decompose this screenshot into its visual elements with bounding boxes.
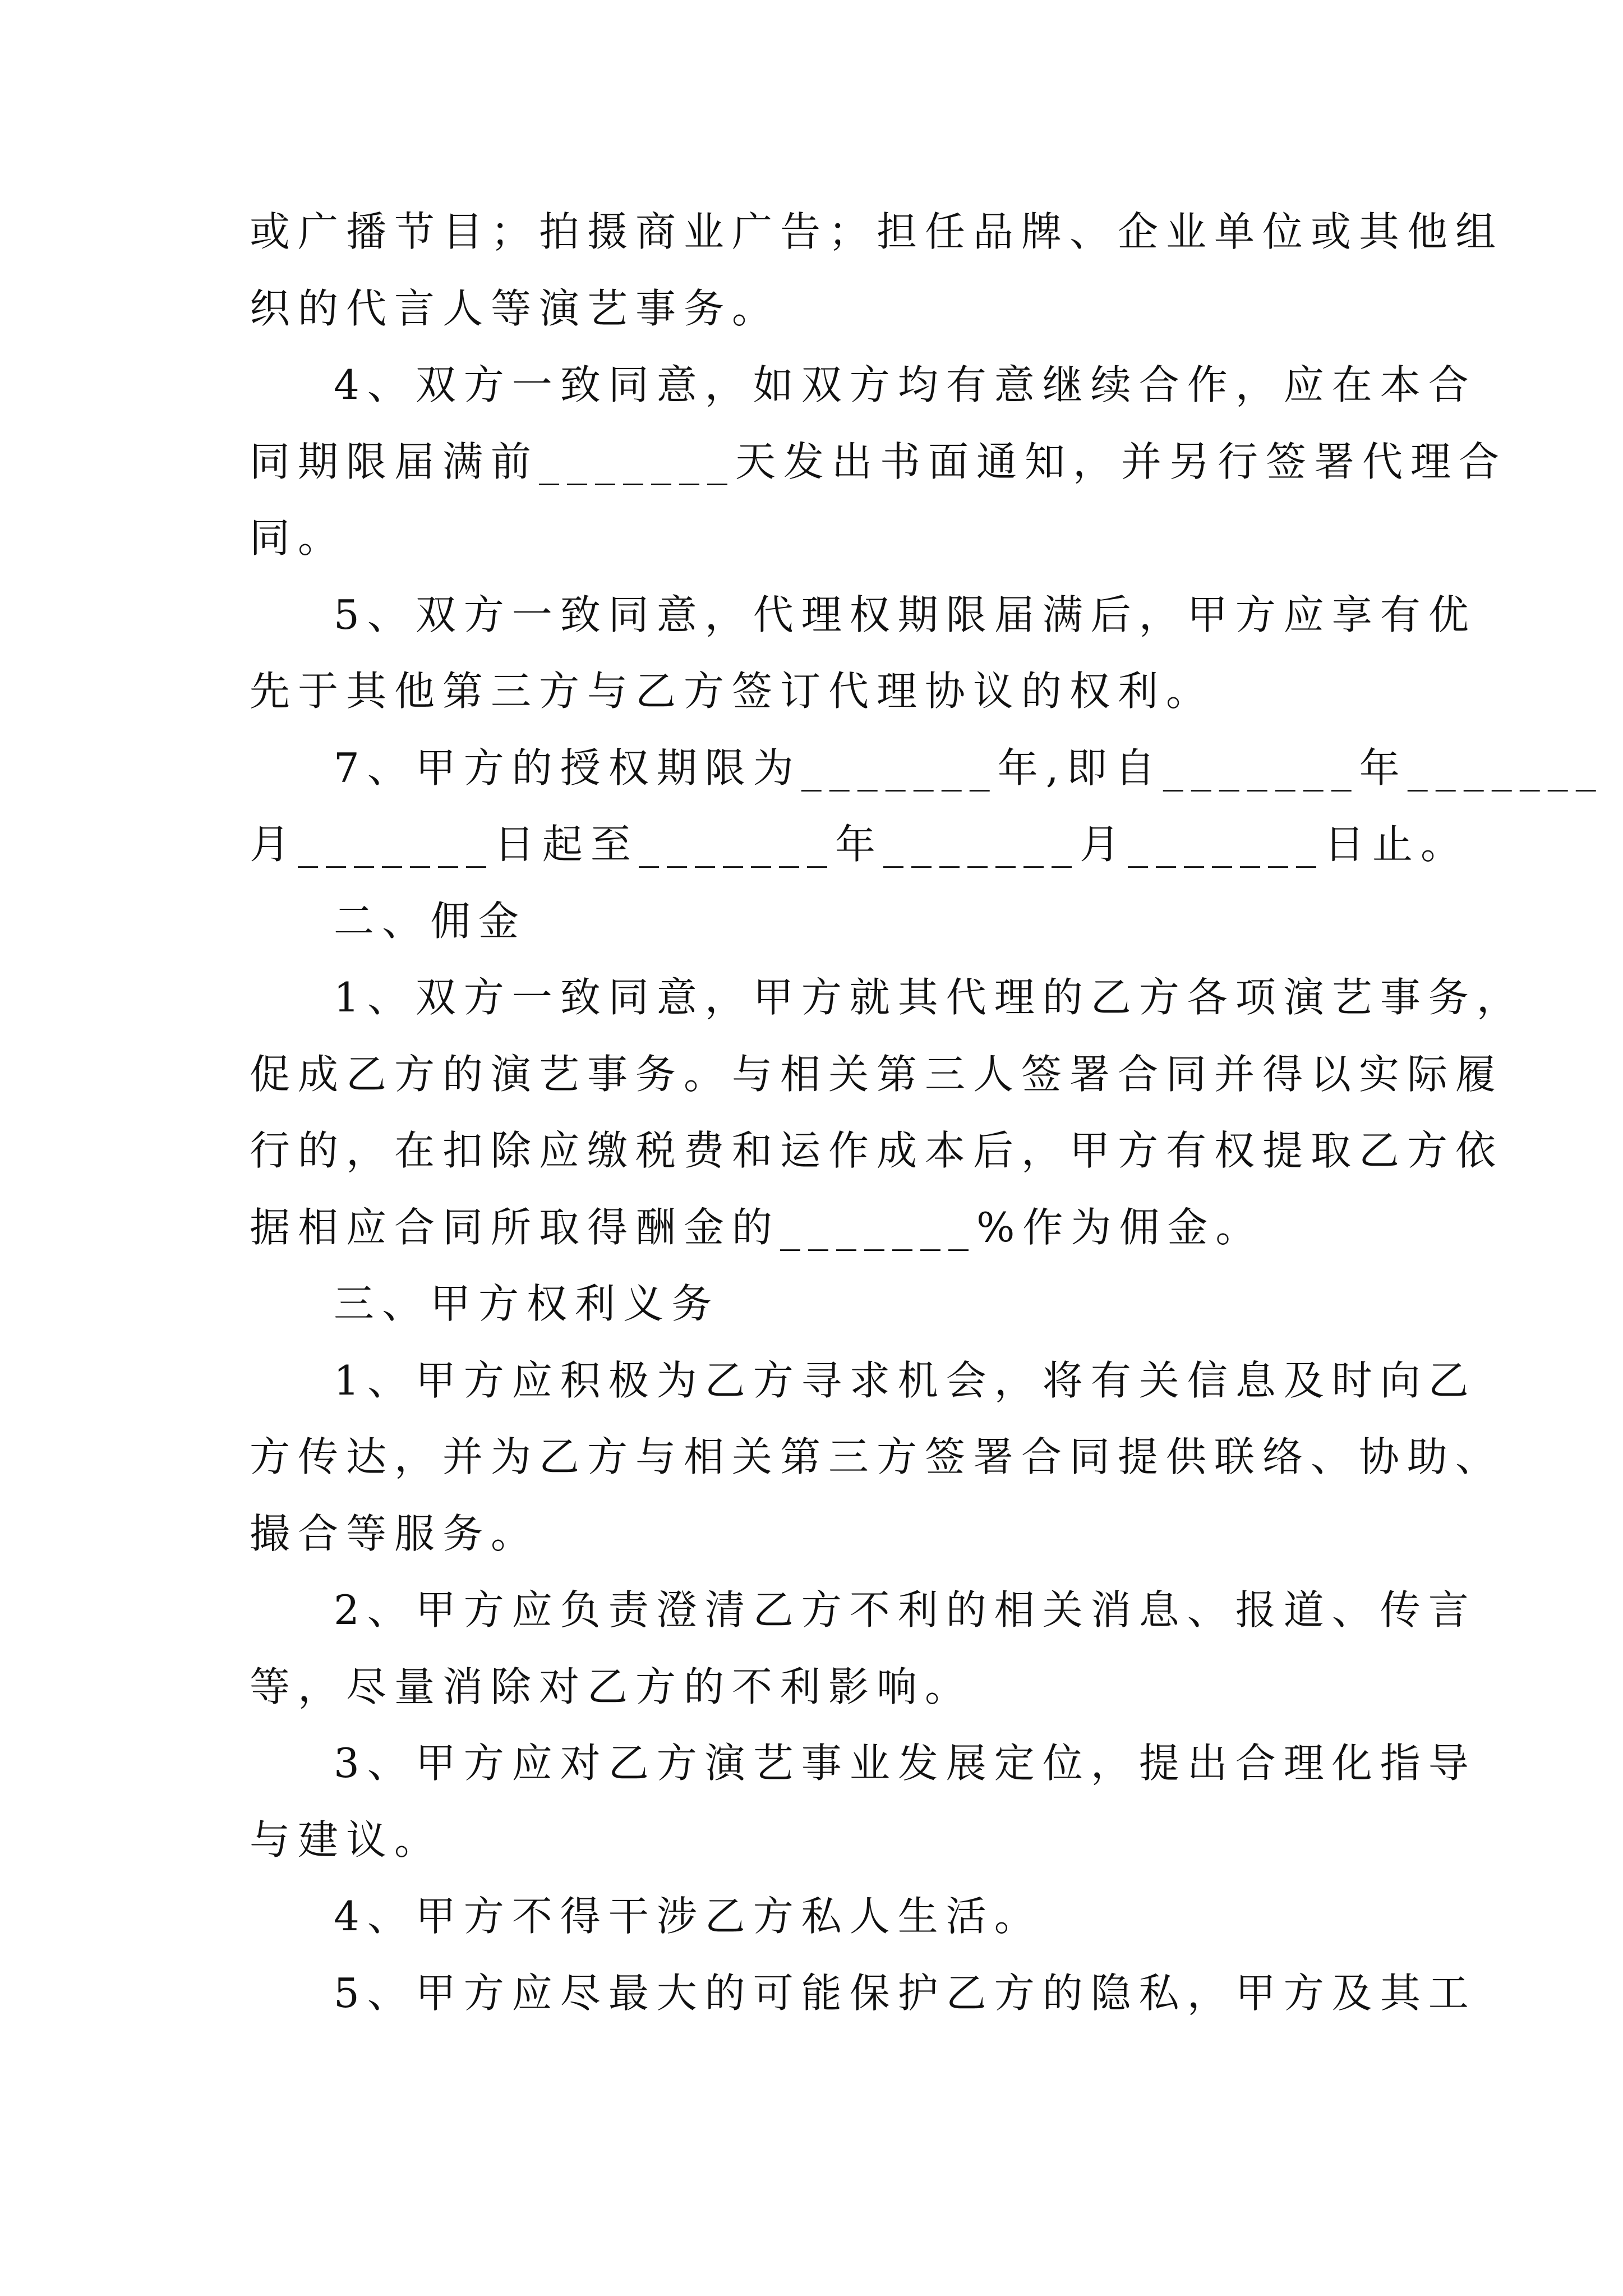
text-line: 与建议。 [250,1816,443,1864]
text-line: 方传达，并为乙方与相关第三方签署合同提供联络、协助、 [250,1433,1504,1480]
text-line: 2、甲方应负责澄清乙方不利的相关消息、报道、传言 [334,1586,1477,1634]
text-line: 5、甲方应尽最大的可能保护乙方的隐私，甲方及其工 [334,1969,1477,2017]
text-line: 同期限届满前_______天发出书面通知，并另行签署代理合 [250,438,1507,485]
text-line: 月_______日起至_______年_______月_______日止。 [250,821,1469,868]
text-line: 同。 [250,514,347,562]
document-body [250,194,1604,2031]
text-line: 4、甲方不得干涉乙方私人生活。 [334,1893,1043,1940]
text-line: 5、双方一致同意，代理权期限届满后，甲方应享有优 [334,591,1477,638]
text-line: 7、甲方的授权期限为_______年,即自_______年_______ [334,744,1604,792]
text-line: 撮合等服务。 [250,1510,540,1557]
text-line: 促成乙方的演艺事务。与相关第三人签署合同并得以实际履 [250,1050,1504,1098]
text-line: 1、双方一致同意，甲方就其代理的乙方各项演艺事务， [334,974,1525,1021]
text-line: 织的代言人等演艺事务。 [250,284,781,332]
text-line: 二、佣金 [334,897,527,945]
text-line: 4、双方一致同意，如双方均有意继续合作，应在本合 [334,361,1477,408]
text-line: 先于其他第三方与乙方签订代理协议的权利。 [250,668,1215,715]
text-line: 1、甲方应积极为乙方寻求机会，将有关信息及时向乙 [334,1356,1477,1404]
text-line: 等，尽量消除对乙方的不利影响。 [250,1663,974,1710]
text-line: 据相应合同所取得酬金的_______%作为佣金。 [250,1203,1264,1251]
text-line: 三、甲方权利义务 [334,1280,720,1327]
text-line: 或广播节目；拍摄商业广告；担任品牌、企业单位或其他组 [250,208,1504,255]
text-line: 3、甲方应对乙方演艺事业发展定位，提出合理化指导 [334,1740,1477,1787]
text-line: 行的，在扣除应缴税费和运作成本后，甲方有权提取乙方依 [250,1127,1504,1174]
